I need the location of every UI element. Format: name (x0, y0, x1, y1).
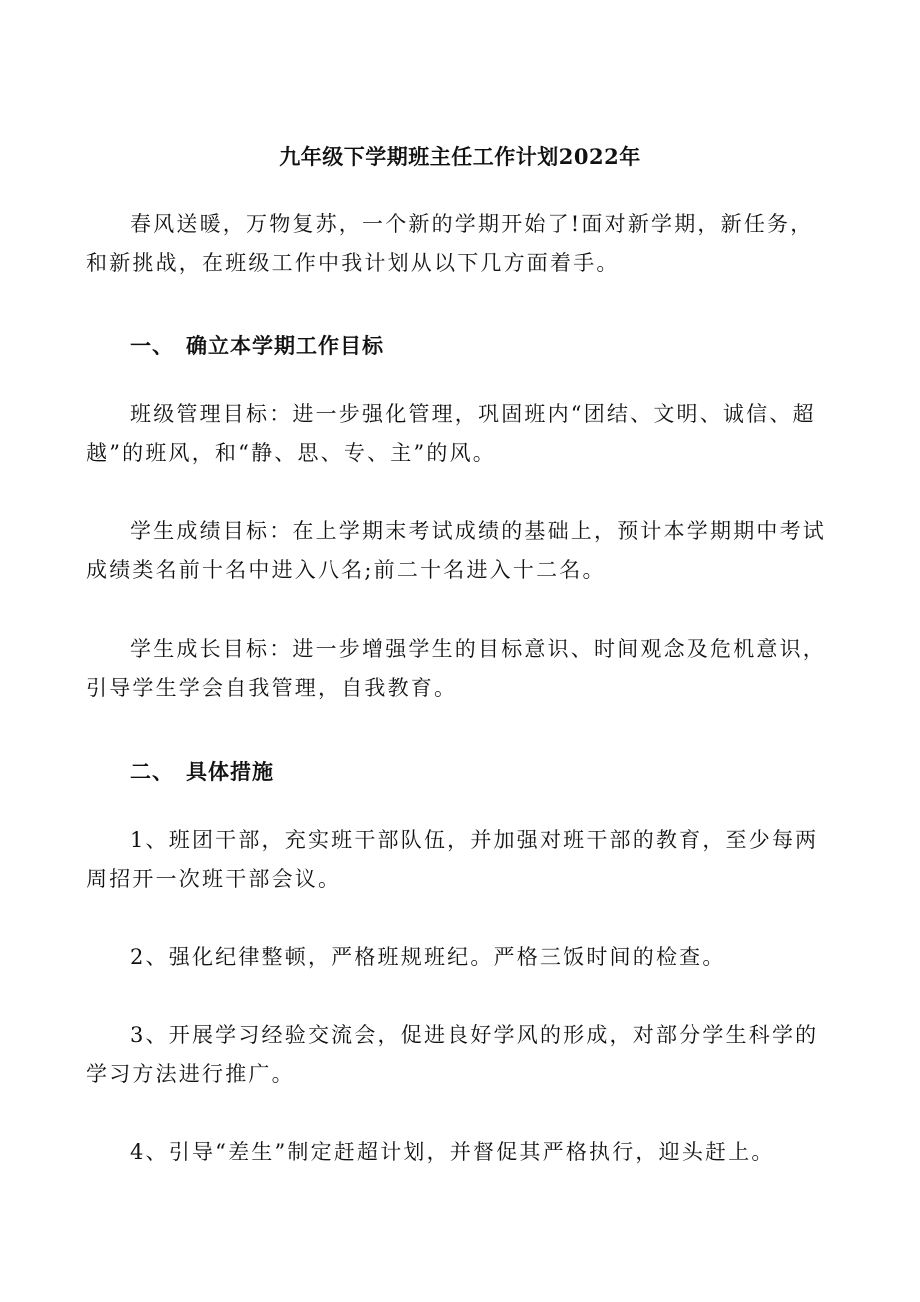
section-title: 确立本学期工作目标 (186, 333, 384, 358)
page-title: 九年级下学期班主任工作计划2022年 (279, 144, 641, 169)
section-number: 二、 (130, 759, 174, 784)
goal-paragraph-scores: 学生成绩目标：在上学期末考试成绩的基础上，预计本学期期中考试成绩类名前十名中进入八名;前二十名进入十二名。 (86, 519, 826, 582)
measure-item: 1、班团干部，充实班干部队伍，并加强对班干部的教育，至少每两周招开一次班干部会议。 (86, 828, 819, 891)
measure-item: 4、引导“差生”制定赶超计划，并督促其严格执行，迎头赶上。 (130, 1140, 775, 1164)
section-title: 具体措施 (186, 759, 274, 784)
measure-item: 3、开展学习经验交流会，促进良好学风的形成，对部分学生科学的学习方法进行推广。 (86, 1023, 819, 1086)
goal-paragraph-class-management: 班级管理目标：进一步强化管理，巩固班内“团结、文明、诚信、超越”的班风，和“静、思、专、主”的风。 (86, 402, 816, 465)
intro-paragraph: 春风送暖，万物复苏，一个新的学期开始了!面对新学期，新任务，和新挑战，在班级工作中我计划从以下几方面着手。 (86, 212, 814, 275)
section-heading-goals (130, 330, 384, 360)
section-heading-measures (130, 756, 274, 786)
measure-item: 2、强化纪律整顿，严格班规班纪。严格三饭时间的检查。 (130, 945, 726, 969)
section-number: 一、 (130, 333, 174, 358)
goal-paragraph-growth: 学生成长目标：进一步增强学生的目标意识、时间观念及危机意识，引导学生学会自我管理，自我教育。 (86, 637, 826, 700)
